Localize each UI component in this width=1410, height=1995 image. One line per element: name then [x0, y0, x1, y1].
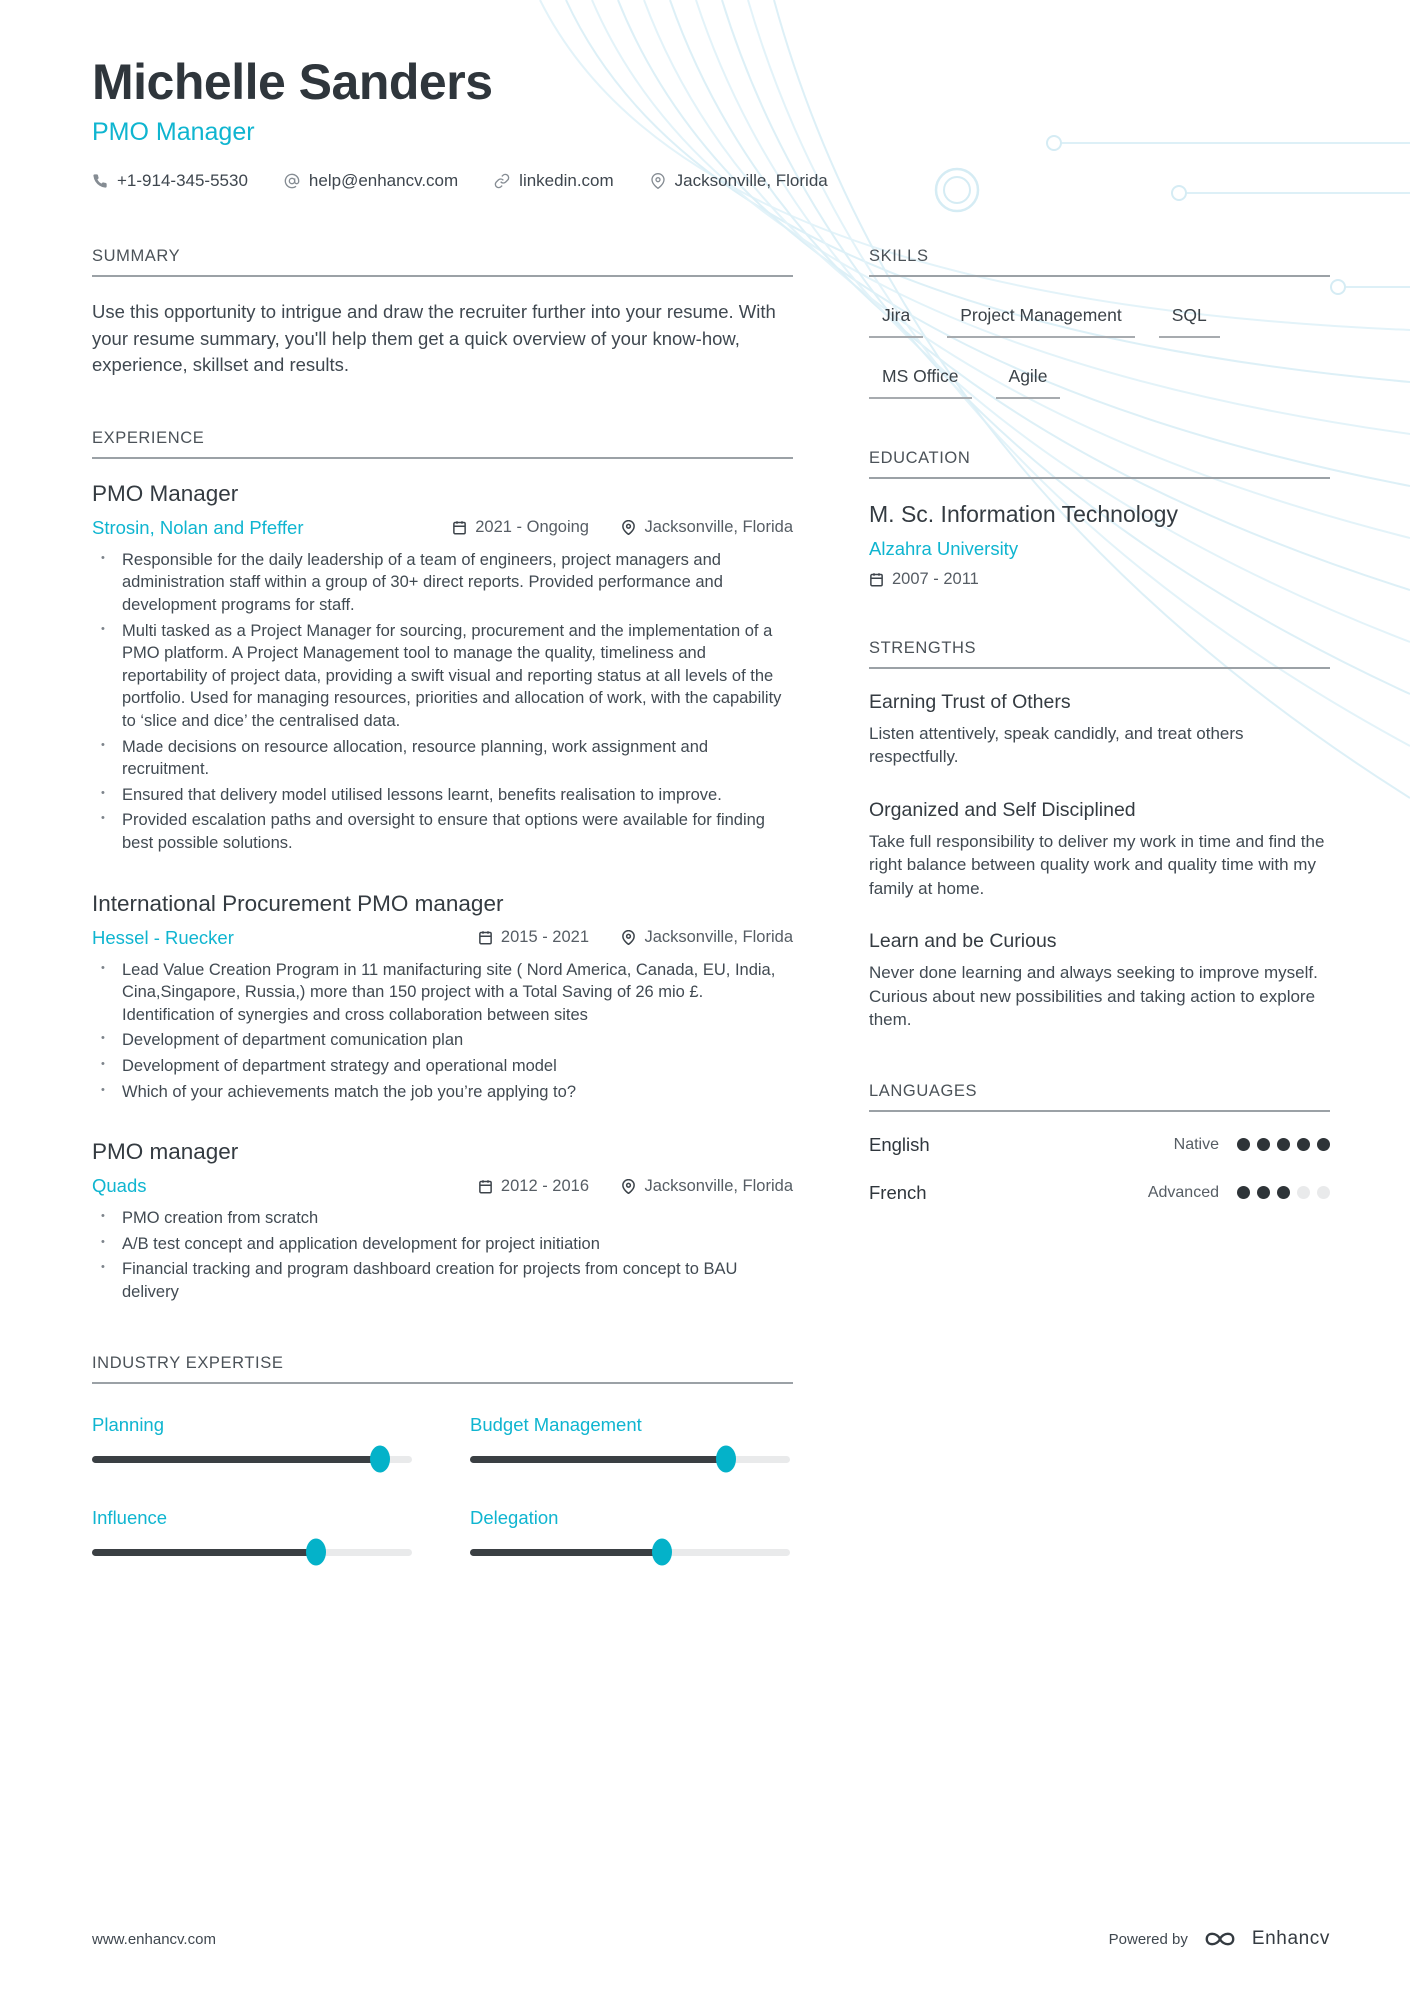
contact-row	[92, 171, 1330, 191]
job-location-text: Jacksonville, Florida	[644, 928, 793, 947]
dot-empty	[1297, 1186, 1310, 1199]
job-entry	[92, 1139, 793, 1303]
dot-filled	[1257, 1138, 1270, 1151]
strength-text: Never done learning and always seeking to improve myself. Curious about new possibilities and taking action to explore them.	[869, 963, 1318, 1030]
skill-item: SQL	[1159, 305, 1220, 338]
job-title: PMO manager	[92, 1139, 239, 1165]
slider-fill	[92, 1549, 316, 1556]
contact-linkedin[interactable]	[494, 171, 614, 191]
school-name: Alzahra University	[869, 538, 1019, 559]
calendar-icon	[452, 520, 467, 535]
language-level: Native	[1173, 1135, 1219, 1153]
location-icon	[650, 173, 666, 189]
job-company: Quads	[92, 1175, 147, 1197]
slider-fill	[470, 1456, 726, 1463]
expertise-sliders	[92, 1414, 793, 1556]
skill-item: Jira	[869, 305, 923, 338]
dot-filled	[1297, 1138, 1310, 1151]
job-dates	[431, 928, 589, 947]
slider-handle[interactable]	[306, 1539, 326, 1566]
degree-title: M. Sc. Information Technology	[869, 501, 1178, 527]
industry-expertise-section	[92, 1354, 793, 1556]
expertise-slider-planning	[92, 1414, 412, 1463]
strength-item	[869, 930, 1330, 1031]
bullet-item: • Lead Value Creation Program in 11 manifacturing site ( Nord America, Canada, EU, India, Cina,Singapore, Russia,) more than 150 project with a Total Saving of 26 mio £. Identification of synergies and cross collaboration between sites	[92, 959, 793, 1027]
bullet-item: • Development of department comunication plan	[92, 1029, 793, 1052]
strength-text: Listen attentively, speak candidly, and treat others respectfully.	[869, 724, 1244, 767]
expertise-slider-budget-management	[470, 1414, 790, 1463]
bullet-item: • Multi tasked as a Project Manager for sourcing, procurement and the implementation of a PMO platform. A Project Management tool to manage the quality, timeliness and reportability of project data, providing a swift visual and reporting status at all levels of the portfolio. Used for managing resources, priorities and allocation of work, with the capability to ‘slice and dice’ the centralised data.	[92, 620, 793, 733]
strength-item	[869, 691, 1330, 769]
slider-track	[92, 1456, 412, 1463]
at-icon	[284, 173, 300, 189]
job-dates-text: 2015 - 2021	[500, 928, 589, 947]
strength-item	[869, 799, 1330, 900]
bullet-item: • Responsible for the daily leadership of a team of engineers, project managers and administration staff within a group of 30+ direct reports. Provided performance and development programs for staff.	[92, 549, 793, 617]
language-name: French	[869, 1181, 927, 1203]
location-icon	[621, 930, 636, 945]
languages-section	[869, 1082, 1330, 1204]
slider-fill	[92, 1456, 380, 1463]
bullet-item: • Which of your achievements match the job you’re applying to?	[92, 1081, 793, 1104]
dot-filled	[1257, 1186, 1270, 1199]
job-location-text: Jacksonville, Florida	[644, 518, 793, 537]
education-dates-text: 2007 - 2011	[892, 570, 979, 588]
slider-label: Planning	[92, 1413, 165, 1435]
dot-filled	[1237, 1186, 1250, 1199]
bullet-item: • Financial tracking and program dashboard creation for projects from concept to BAU delivery	[92, 1258, 793, 1303]
skills-section	[869, 247, 1330, 399]
language-row	[869, 1182, 1330, 1204]
summary-text: Use this opportunity to intrigue and draw the recruiter further into your resume. With your resume summary, you'll help them get a quick overview of your know-how, experience, skillset and results.	[92, 301, 776, 376]
education-section	[869, 449, 1330, 589]
page-footer	[92, 1928, 1330, 1950]
calendar-icon	[478, 930, 493, 945]
calendar-icon	[869, 572, 884, 587]
job-bullets	[92, 549, 793, 855]
dot-filled	[1277, 1138, 1290, 1151]
contact-location-text: Jacksonville, Florida	[674, 171, 828, 190]
job-company: Strosin, Nolan and Pfeffer	[92, 516, 304, 538]
job-location-text: Jacksonville, Florida	[644, 1176, 793, 1195]
slider-handle[interactable]	[652, 1539, 672, 1566]
slider-track	[470, 1456, 790, 1463]
contact-linkedin-text: linkedin.com	[519, 171, 614, 190]
job-dates-text: 2012 - 2016	[500, 1176, 589, 1195]
contact-phone-text: +1-914-345-5530	[117, 171, 248, 190]
job-title: International Procurement PMO manager	[92, 890, 504, 916]
enhancv-site-link[interactable]: www.enhancv.com	[92, 1930, 216, 1948]
link-icon	[494, 173, 510, 189]
language-row	[869, 1134, 1330, 1156]
industry-expertise-heading: INDUSTRY EXPERTISE	[92, 1354, 793, 1384]
job-location	[615, 518, 793, 537]
strength-title: Learn and be Curious	[869, 930, 1057, 953]
job-company: Hessel - Ruecker	[92, 926, 234, 948]
strengths-section	[869, 639, 1330, 1032]
candidate-name: Michelle Sanders	[92, 54, 493, 110]
slider-track	[470, 1549, 790, 1556]
languages-heading: LANGUAGES	[869, 1082, 1330, 1112]
dot-filled	[1237, 1138, 1250, 1151]
job-dates-text: 2021 - Ongoing	[475, 518, 589, 537]
skill-item: Agile	[996, 366, 1061, 399]
language-proficiency-dots	[1237, 1138, 1330, 1151]
job-meta-row	[92, 1175, 793, 1197]
language-name: English	[869, 1133, 930, 1155]
job-entry	[92, 891, 793, 1104]
job-entry	[92, 481, 793, 855]
dot-filled	[1317, 1138, 1330, 1151]
summary-heading: SUMMARY	[92, 247, 793, 277]
slider-label: Delegation	[470, 1506, 559, 1528]
job-location	[615, 928, 793, 947]
language-level: Advanced	[1147, 1183, 1219, 1201]
job-location	[615, 1177, 793, 1196]
job-title: PMO Manager	[92, 480, 239, 506]
contact-email-text: help@enhancv.com	[308, 171, 459, 190]
skill-item: Project Management	[947, 305, 1134, 338]
bullet-item: • Made decisions on resource allocation, resource planning, work assignment and recruitment.	[92, 736, 793, 781]
strength-title: Earning Trust of Others	[869, 691, 1071, 713]
experience-heading: EXPERIENCE	[92, 429, 793, 459]
summary-section	[92, 247, 793, 379]
bullet-item: • Development of department strategy and operational model	[92, 1055, 793, 1078]
powered-by-text: Powered by	[1108, 1930, 1188, 1948]
contact-phone	[92, 171, 248, 191]
dot-empty	[1317, 1186, 1330, 1199]
slider-label: Influence	[92, 1506, 168, 1528]
education-heading: EDUCATION	[869, 449, 1330, 479]
skills-list	[869, 305, 1330, 399]
job-bullets	[92, 1207, 793, 1303]
slider-track	[92, 1549, 412, 1556]
bullet-item: • PMO creation from scratch	[92, 1207, 793, 1230]
job-dates	[431, 518, 589, 537]
bullet-item: • Provided escalation paths and oversight to ensure that options were available for finding best possible solutions.	[92, 809, 793, 854]
resume-header	[92, 56, 1330, 191]
strength-title: Organized and Self Disciplined	[869, 798, 1136, 821]
enhancv-brand-name: Enhancv	[1251, 1928, 1330, 1949]
experience-section	[92, 429, 793, 1304]
bullet-item: • A/B test concept and application development for project initiation	[92, 1233, 793, 1256]
enhancv-logo-icon	[1202, 1928, 1238, 1950]
skill-item: MS Office	[869, 366, 972, 399]
bullet-item: • Ensured that delivery model utilised lessons learnt, benefits realisation to improve.	[92, 784, 793, 807]
job-meta-row	[92, 517, 793, 539]
strength-text: Take full responsibility to deliver my work in time and find the right balance between quality work and quality time with my family at home.	[869, 831, 1325, 898]
job-meta-row	[92, 927, 793, 949]
skills-heading: SKILLS	[869, 247, 1330, 277]
location-icon	[621, 520, 636, 535]
strengths-heading: STRENGTHS	[869, 639, 1330, 669]
slider-handle[interactable]	[716, 1446, 736, 1473]
dot-filled	[1277, 1186, 1290, 1199]
slider-handle[interactable]	[370, 1446, 390, 1473]
contact-location	[650, 171, 828, 191]
slider-fill	[470, 1549, 662, 1556]
slider-label: Budget Management	[470, 1413, 642, 1435]
education-dates	[869, 570, 1330, 589]
phone-icon	[92, 173, 108, 189]
powered-by-group[interactable]	[1109, 1928, 1330, 1950]
calendar-icon	[478, 1179, 493, 1194]
contact-email[interactable]	[284, 171, 458, 191]
expertise-slider-delegation	[470, 1507, 790, 1556]
expertise-slider-influence	[92, 1507, 412, 1556]
job-dates	[431, 1177, 589, 1196]
job-bullets	[92, 959, 793, 1104]
candidate-job-title: PMO Manager	[92, 118, 255, 146]
location-icon	[621, 1179, 636, 1194]
language-proficiency-dots	[1237, 1186, 1330, 1199]
